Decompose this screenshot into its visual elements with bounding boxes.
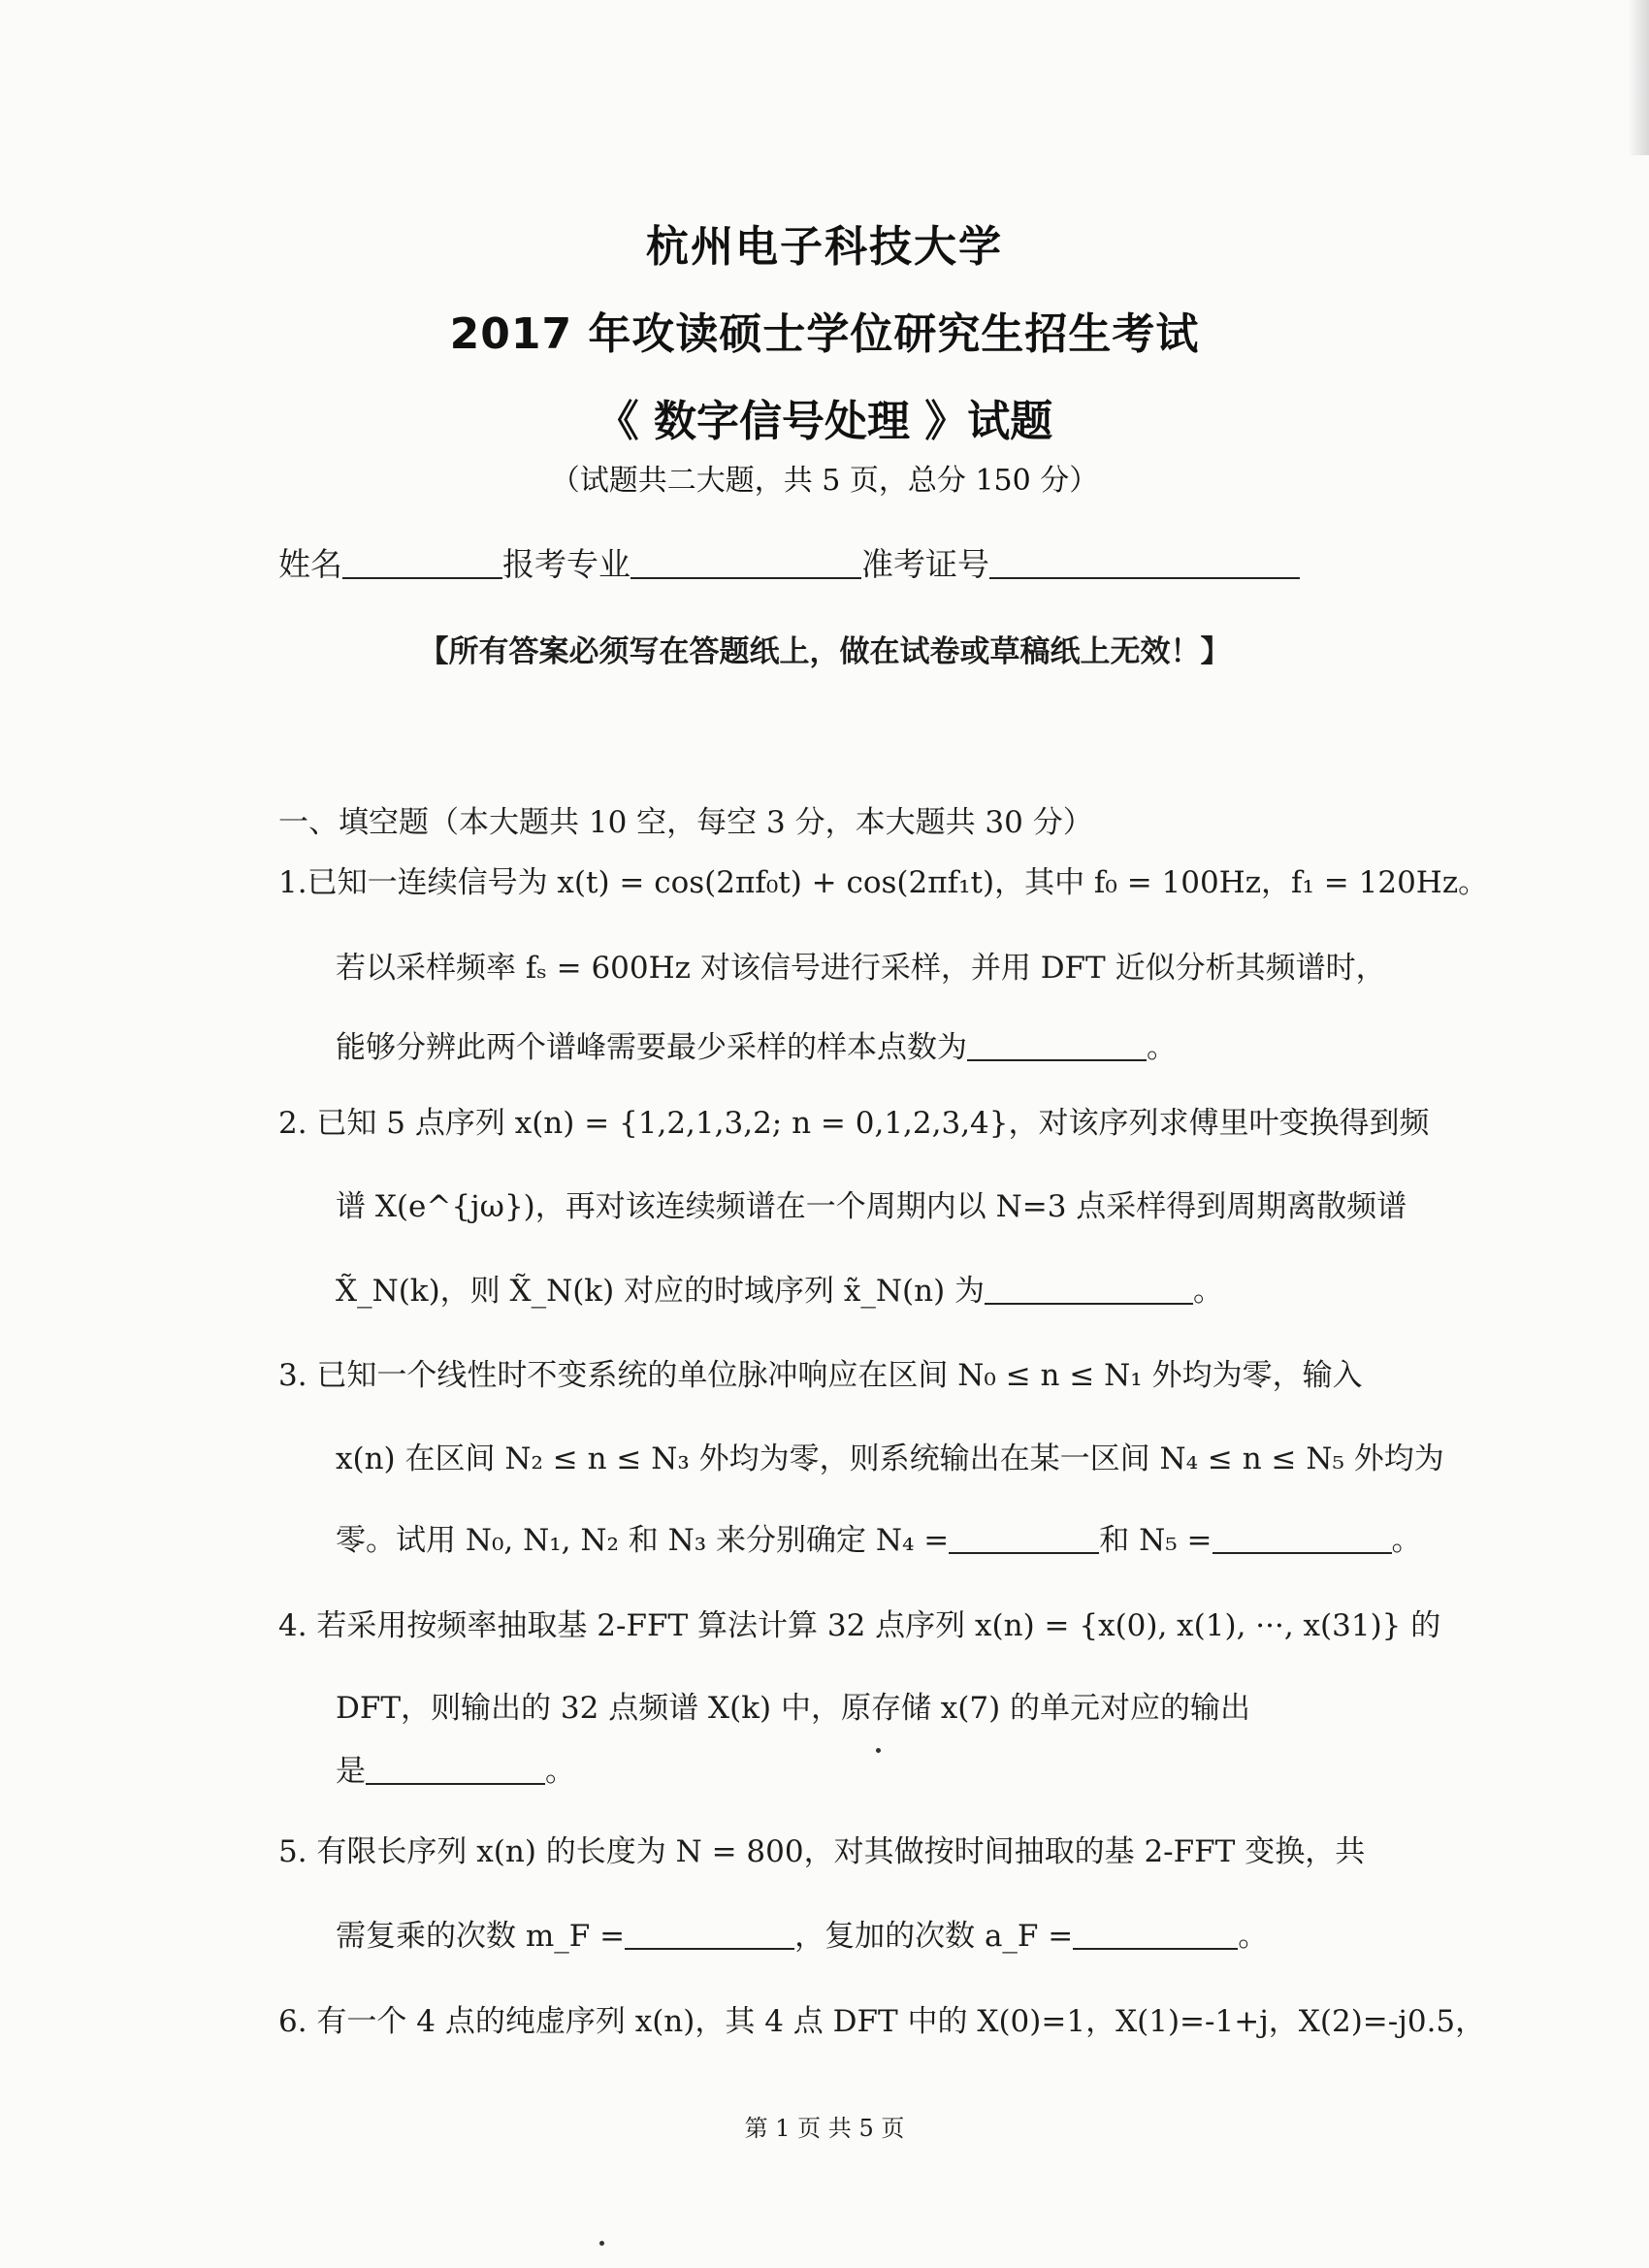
q5-line-2 bbox=[336, 1911, 1268, 1955]
university-title: 杭州电子科技大学 bbox=[646, 222, 1003, 272]
scan-speck bbox=[599, 2241, 604, 2246]
q5-mid: ，复加的次数 a_F = bbox=[794, 1919, 1074, 1954]
q5-answer-blank-1 bbox=[625, 1947, 794, 1950]
q1-line-2: 若以采样频率 fₛ = 600Hz 对该信号进行采样，并用 DFT 近似分析其频谱时， bbox=[336, 951, 1386, 986]
subject-title: 《 数字信号处理 》试题 bbox=[596, 397, 1053, 446]
q5-line-1: 5. 有限长序列 x(n) 的长度为 N = 800，对其做按时间抽取的基 2-FFT 变换，共 bbox=[278, 1834, 1366, 1869]
q4-line-1: 4. 若采用按频率抽取基 2-FFT 算法计算 32 点序列 x(n) = {x(0), x(1), ···, x(31)} 的 bbox=[278, 1608, 1441, 1643]
q1-line-1: 1.已知一连续信号为 x(t) = cos(2πf₀t) + cos(2πf₁t)，其中 f₀ = 100Hz，f₁ = 120Hz。 bbox=[278, 865, 1489, 900]
q3-answer-blank-1 bbox=[949, 1551, 1099, 1554]
q3-line-2: x(n) 在区间 N₂ ≤ n ≤ N₃ 外均为零，则系统输出在某一区间 N₄ ≤ n ≤ N₅ 外均为 bbox=[336, 1442, 1444, 1476]
exam-summary: （试题共二大题，共 5 页，总分 150 分） bbox=[550, 464, 1099, 498]
name-label: 姓名 bbox=[278, 545, 342, 583]
q6-line-1: 6. 有一个 4 点的纯虚序列 x(n)，其 4 点 DFT 中的 X(0)=1，X(1)=-1+j，X(2)=-j0.5， bbox=[278, 2004, 1486, 2039]
q5-text: 需复乘的次数 m_F = bbox=[336, 1919, 626, 1954]
section-1-title: 一、填空题（本大题共 10 空，每空 3 分，本大题共 30 分） bbox=[278, 805, 1093, 840]
name-blank bbox=[342, 576, 502, 579]
major-blank bbox=[630, 576, 861, 579]
page-footer: 第 1 页 共 5 页 bbox=[744, 2115, 905, 2142]
major-label: 报考专业 bbox=[502, 545, 630, 583]
exam-title: 2017 年攻读硕士学位研究生招生考试 bbox=[449, 309, 1200, 359]
q2-answer-blank bbox=[985, 1302, 1193, 1305]
q1-line-3 bbox=[336, 1022, 1177, 1066]
q2-line-3 bbox=[336, 1266, 1223, 1310]
q3-end: 。 bbox=[1391, 1523, 1422, 1558]
q1-text: 能够分辨此两个谱峰需要最少采样的样本点数为 bbox=[336, 1030, 967, 1065]
q3-text: 零。试用 N₀, N₁, N₂ 和 N₃ 来分别确定 N₄ = bbox=[336, 1523, 950, 1558]
scan-speck bbox=[876, 1748, 881, 1753]
q4-line-3 bbox=[336, 1746, 575, 1790]
q5-answer-blank-2 bbox=[1073, 1947, 1238, 1950]
scan-edge-shadow bbox=[1628, 0, 1649, 155]
id-blank bbox=[989, 576, 1300, 579]
q4-end: 。 bbox=[545, 1754, 575, 1789]
q3-mid: 和 N₅ = bbox=[1099, 1523, 1212, 1558]
q3-line-1: 3. 已知一个线性时不变系统的单位脉冲响应在区间 N₀ ≤ n ≤ N₁ 外均为零，输入 bbox=[278, 1358, 1363, 1393]
q1-answer-blank bbox=[967, 1058, 1147, 1061]
candidate-info-line bbox=[278, 539, 1345, 585]
q2-line-2: 谱 X(e^{jω})，再对该连续频谱在一个周期内以 N=3 点采样得到周期离散频谱 bbox=[336, 1189, 1407, 1224]
q4-text: 是 bbox=[336, 1754, 366, 1789]
q5-end: 。 bbox=[1238, 1919, 1269, 1954]
q3-answer-blank-2 bbox=[1212, 1551, 1392, 1554]
q2-line-1: 2. 已知 5 点序列 x(n) = {1,2,1,3,2; n = 0,1,2,3,4}，对该序列求傅里叶变换得到频 bbox=[278, 1106, 1430, 1141]
q2-text: X̃_N(k)，则 X̃_N(k) 对应的时域序列 x̃_N(n) 为 bbox=[336, 1274, 986, 1309]
q3-line-3 bbox=[336, 1515, 1422, 1559]
q1-end: 。 bbox=[1147, 1030, 1177, 1065]
q2-end: 。 bbox=[1193, 1274, 1224, 1309]
id-label: 准考证号 bbox=[861, 545, 989, 583]
q4-line-2: DFT，则输出的 32 点频谱 X(k) 中，原存储 x(7) 的单元对应的输出 bbox=[336, 1691, 1251, 1726]
answer-notice: 【所有答案必须写在答题纸上，做在试卷或草稿纸上无效！】 bbox=[418, 634, 1231, 669]
q4-answer-blank bbox=[366, 1782, 545, 1785]
